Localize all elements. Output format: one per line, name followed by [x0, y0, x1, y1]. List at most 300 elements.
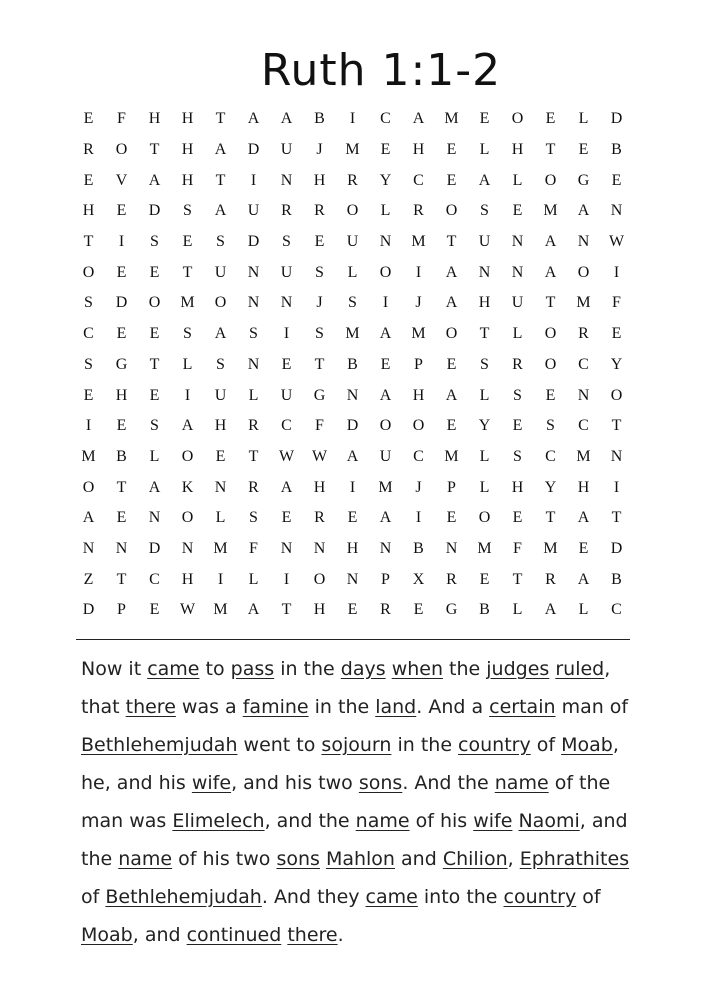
grid-letter: A	[214, 141, 227, 159]
grid-letter: L	[182, 355, 193, 373]
grid-letter: W	[311, 447, 328, 465]
grid-letter: A	[379, 386, 392, 404]
grid-letter: W	[278, 447, 295, 465]
grid-letter: N	[181, 539, 194, 557]
grid-letter: N	[115, 539, 128, 557]
vocab-word: country	[458, 734, 531, 756]
grid-letter: E	[281, 355, 292, 373]
grid-letter: A	[148, 478, 161, 496]
grid-letter: N	[280, 171, 293, 189]
grid-letter: A	[445, 263, 458, 281]
grid-letter: M	[213, 601, 228, 619]
passage-text: . And a	[416, 696, 490, 718]
grid-letter: N	[247, 294, 260, 312]
vocab-word: Moab	[561, 734, 613, 756]
passage-text: , that	[81, 658, 611, 718]
grid-letter: E	[314, 233, 325, 251]
grid-letter: E	[446, 509, 457, 527]
passage-text: and	[394, 848, 443, 870]
grid-letter: R	[578, 325, 589, 343]
vocab-word: pass	[230, 658, 275, 680]
grid-letter: L	[479, 478, 490, 496]
grid-letter: E	[545, 386, 556, 404]
grid-letter: E	[149, 263, 160, 281]
passage-text: into the	[417, 886, 504, 908]
grid-letter: E	[479, 570, 490, 588]
grid-letter: A	[445, 294, 458, 312]
grid-letter: D	[148, 202, 161, 220]
grid-letter: T	[215, 171, 226, 189]
grid-letter: B	[611, 570, 622, 588]
grid-letter: D	[247, 141, 260, 159]
grid-letter: A	[577, 202, 590, 220]
grid-letter: S	[513, 386, 522, 404]
passage-text: went to	[237, 734, 322, 756]
grid-letter: O	[511, 110, 524, 128]
grid-letter: T	[314, 355, 325, 373]
grid-letter: S	[183, 202, 192, 220]
grid-letter: R	[347, 171, 358, 189]
grid-letter: A	[280, 110, 293, 128]
grid-letter: R	[281, 202, 292, 220]
grid-letter: S	[513, 447, 522, 465]
vocab-word: Chilion	[442, 848, 508, 870]
grid-letter: D	[247, 233, 260, 251]
grid-letter: M	[444, 110, 459, 128]
grid-letter: E	[149, 601, 160, 619]
grid-letter: W	[179, 601, 196, 619]
grid-letter: C	[413, 447, 424, 465]
passage-text: of his two	[172, 848, 277, 870]
grid-letter: L	[512, 171, 523, 189]
vocab-word: Elimelech	[172, 810, 265, 832]
grid-letter: S	[84, 355, 93, 373]
grid-letter: F	[315, 417, 324, 435]
grid-letter: D	[82, 601, 95, 619]
grid-letter: J	[316, 294, 323, 312]
grid-letter: I	[613, 478, 620, 496]
grid-letter: I	[184, 386, 191, 404]
grid-letter: M	[81, 447, 96, 465]
grid-letter: E	[83, 171, 94, 189]
grid-letter: A	[148, 171, 161, 189]
grid-letter: N	[511, 263, 524, 281]
grid-letter: N	[379, 539, 392, 557]
grid-letter: U	[511, 294, 524, 312]
grid-letter: I	[382, 294, 389, 312]
grid-letter: D	[115, 294, 128, 312]
grid-letter: N	[148, 509, 161, 527]
grid-letter: F	[612, 294, 621, 312]
grid-letter: S	[183, 325, 192, 343]
grid-letter: E	[116, 509, 127, 527]
vocab-word: name	[355, 810, 410, 832]
grid-letter: H	[577, 478, 590, 496]
grid-letter: R	[446, 570, 457, 588]
grid-letter: M	[411, 325, 426, 343]
grid-letter: R	[512, 355, 523, 373]
grid-letter: L	[578, 110, 589, 128]
grid-letter: P	[414, 355, 423, 373]
grid-letter: S	[150, 233, 159, 251]
grid-letter: L	[512, 325, 523, 343]
passage-text: , and	[132, 924, 187, 946]
grid-letter: A	[577, 509, 590, 527]
grid-letter: I	[415, 509, 422, 527]
grid-letter: C	[83, 325, 94, 343]
vocab-word: name	[118, 848, 173, 870]
grid-letter: C	[578, 417, 589, 435]
grid-letter: T	[446, 233, 457, 251]
grid-letter: M	[213, 539, 228, 557]
grid-letter: E	[446, 417, 457, 435]
grid-letter: H	[313, 601, 326, 619]
grid-letter: F	[249, 539, 258, 557]
vocab-word: famine	[242, 696, 309, 718]
passage-text: . And they	[261, 886, 366, 908]
passage-text: of his	[409, 810, 474, 832]
vocab-word: land	[375, 696, 417, 718]
grid-letter: O	[82, 263, 95, 281]
grid-letter: O	[379, 263, 392, 281]
grid-letter: E	[446, 141, 457, 159]
vocab-word: name	[494, 772, 549, 794]
word-search-grid	[72, 104, 633, 626]
grid-letter: A	[478, 171, 491, 189]
passage-text: of	[81, 886, 106, 908]
grid-letter: N	[82, 539, 95, 557]
grid-letter: R	[248, 478, 259, 496]
passage-text: in the	[391, 734, 459, 756]
grid-letter: E	[413, 601, 424, 619]
grid-letter: Y	[544, 478, 557, 496]
grid-letter: J	[415, 478, 422, 496]
grid-letter: U	[247, 202, 260, 220]
grid-letter: F	[117, 110, 126, 128]
grid-letter: E	[116, 325, 127, 343]
grid-letter: S	[216, 355, 225, 373]
grid-letter: B	[413, 539, 424, 557]
grid-letter: O	[412, 417, 425, 435]
grid-letter: T	[149, 141, 160, 159]
grid-letter: L	[479, 141, 490, 159]
passage-text: , and the	[81, 810, 628, 870]
grid-letter: C	[149, 570, 160, 588]
grid-letter: R	[545, 570, 556, 588]
grid-letter: H	[181, 570, 194, 588]
vocab-word: there	[125, 696, 176, 718]
grid-letter: U	[280, 386, 293, 404]
grid-letter: S	[315, 263, 324, 281]
grid-letter: S	[249, 325, 258, 343]
grid-letter: S	[315, 325, 324, 343]
passage-text: man of	[555, 696, 629, 718]
grid-letter: E	[512, 417, 523, 435]
grid-letter: D	[148, 539, 161, 557]
grid-letter: A	[346, 447, 359, 465]
grid-letter: H	[511, 478, 524, 496]
grid-letter: C	[413, 171, 424, 189]
grid-letter: F	[513, 539, 522, 557]
grid-letter: G	[313, 386, 326, 404]
grid-letter: A	[181, 417, 194, 435]
grid-letter: O	[445, 202, 458, 220]
grid-letter: Y	[478, 417, 491, 435]
grid-letter: H	[181, 110, 194, 128]
grid-letter: E	[611, 171, 622, 189]
grid-letter: U	[478, 233, 491, 251]
passage-text: to	[199, 658, 231, 680]
passage-text: .	[337, 924, 344, 946]
grid-letter: D	[346, 417, 359, 435]
grid-letter: P	[447, 478, 456, 496]
grid-letter: I	[217, 570, 224, 588]
grid-letter: I	[349, 478, 356, 496]
grid-letter: M	[345, 141, 360, 159]
vocab-word: continued	[186, 924, 282, 946]
grid-letter: H	[478, 294, 491, 312]
grid-letter: O	[445, 325, 458, 343]
grid-letter: E	[446, 355, 457, 373]
grid-letter: H	[115, 386, 128, 404]
grid-letter: O	[577, 263, 590, 281]
grid-letter: O	[346, 202, 359, 220]
grid-letter: T	[545, 294, 556, 312]
grid-letter: L	[248, 386, 259, 404]
grid-letter: B	[116, 447, 127, 465]
grid-letter: I	[283, 325, 290, 343]
grid-letter: Y	[379, 171, 392, 189]
grid-letter: L	[248, 570, 259, 588]
grid-letter: E	[380, 355, 391, 373]
passage-text: , and his two	[231, 772, 359, 794]
grid-letter: Z	[83, 570, 94, 588]
grid-letter: M	[576, 294, 591, 312]
grid-letter: N	[610, 447, 623, 465]
grid-letter: A	[544, 601, 557, 619]
grid-letter: C	[380, 110, 391, 128]
grid-letter: N	[445, 539, 458, 557]
passage-text: , and the	[264, 810, 356, 832]
vocab-word: country	[503, 886, 577, 908]
grid-letter: I	[415, 263, 422, 281]
grid-letter: N	[577, 233, 590, 251]
grid-letter: I	[250, 171, 257, 189]
grid-letter: H	[181, 141, 194, 159]
grid-letter: N	[346, 570, 359, 588]
passage-text: Now it	[81, 658, 148, 680]
grid-letter: U	[346, 233, 359, 251]
grid-letter: O	[610, 386, 623, 404]
grid-letter: T	[512, 570, 523, 588]
grid-letter: E	[446, 171, 457, 189]
grid-letter: H	[412, 386, 425, 404]
grid-letter: H	[181, 171, 194, 189]
grid-letter: N	[313, 539, 326, 557]
vocab-word: Bethlehemjudah	[105, 886, 262, 908]
grid-letter: S	[546, 417, 555, 435]
grid-letter: S	[282, 233, 291, 251]
grid-letter: M	[345, 325, 360, 343]
vocab-word: Naomi	[518, 810, 580, 832]
grid-letter: R	[314, 202, 325, 220]
grid-letter: A	[379, 509, 392, 527]
grid-letter: X	[412, 570, 425, 588]
grid-letter: S	[249, 509, 258, 527]
vocab-word: sons	[276, 848, 320, 870]
grid-letter: O	[544, 325, 557, 343]
grid-letter: H	[412, 141, 425, 159]
grid-letter: T	[545, 509, 556, 527]
page-title: Ruth 1:1-2	[260, 45, 502, 96]
grid-letter: E	[578, 141, 589, 159]
grid-letter: A	[544, 233, 557, 251]
grid-letter: T	[149, 355, 160, 373]
grid-letter: E	[116, 417, 127, 435]
grid-letter: E	[611, 325, 622, 343]
grid-letter: E	[116, 263, 127, 281]
vocab-word: when	[391, 658, 444, 680]
grid-letter: H	[313, 171, 326, 189]
grid-letter: T	[215, 110, 226, 128]
vocab-word: wife	[473, 810, 513, 832]
grid-letter: R	[380, 601, 391, 619]
grid-letter: O	[379, 417, 392, 435]
grid-letter: A	[544, 263, 557, 281]
grid-letter: M	[543, 202, 558, 220]
grid-letter: O	[478, 509, 491, 527]
grid-letter: N	[346, 386, 359, 404]
divider	[76, 639, 630, 640]
grid-letter: D	[610, 110, 623, 128]
grid-letter: L	[479, 386, 490, 404]
grid-letter: L	[215, 509, 226, 527]
passage-text: in the	[308, 696, 376, 718]
vocab-word: sons	[358, 772, 403, 794]
grid-letter: C	[545, 447, 556, 465]
grid-letter: C	[578, 355, 589, 373]
grid-letter: U	[214, 263, 227, 281]
vocab-word: wife	[191, 772, 232, 794]
grid-letter: H	[82, 202, 95, 220]
grid-letter: C	[611, 601, 622, 619]
grid-letter: E	[83, 386, 94, 404]
grid-letter: U	[379, 447, 392, 465]
vocab-word: Moab	[81, 924, 133, 946]
grid-letter: B	[314, 110, 325, 128]
grid-letter: I	[613, 263, 620, 281]
grid-letter: M	[378, 478, 393, 496]
grid-letter: J	[415, 294, 422, 312]
grid-letter: S	[216, 233, 225, 251]
vocab-word: sojourn	[321, 734, 392, 756]
grid-letter: T	[611, 417, 622, 435]
grid-letter: H	[346, 539, 359, 557]
grid-letter: T	[116, 570, 127, 588]
grid-letter: L	[149, 447, 160, 465]
grid-letter: H	[214, 417, 227, 435]
passage-text: , he, and his	[81, 734, 619, 794]
grid-letter: U	[280, 263, 293, 281]
grid-letter: Y	[610, 355, 623, 373]
grid-letter: A	[412, 110, 425, 128]
grid-letter: L	[479, 447, 490, 465]
grid-letter: E	[512, 509, 523, 527]
passage-text: of	[576, 886, 601, 908]
grid-letter: P	[381, 570, 390, 588]
grid-letter: L	[578, 601, 589, 619]
vocab-word: days	[340, 658, 386, 680]
grid-letter: G	[445, 601, 458, 619]
grid-letter: M	[180, 294, 195, 312]
grid-letter: M	[444, 447, 459, 465]
grid-letter: R	[248, 417, 259, 435]
grid-letter: O	[181, 447, 194, 465]
vocab-word: Mahlon	[325, 848, 395, 870]
grid-letter: U	[214, 386, 227, 404]
grid-letter: G	[115, 355, 128, 373]
grid-letter: R	[413, 202, 424, 220]
grid-letter: I	[85, 417, 92, 435]
grid-letter: N	[280, 294, 293, 312]
grid-letter: E	[578, 539, 589, 557]
grid-letter: T	[83, 233, 94, 251]
grid-letter: A	[214, 202, 227, 220]
grid-letter: L	[512, 601, 523, 619]
grid-letter: R	[314, 509, 325, 527]
grid-letter: T	[248, 447, 259, 465]
vocab-word: came	[365, 886, 418, 908]
grid-letter: L	[380, 202, 391, 220]
grid-letter: E	[149, 386, 160, 404]
vocab-word: judges	[486, 658, 550, 680]
grid-letter: N	[610, 202, 623, 220]
grid-letter: E	[479, 110, 490, 128]
passage-text: of	[530, 734, 562, 756]
grid-letter: B	[479, 601, 490, 619]
vocab-word: came	[147, 658, 200, 680]
grid-letter: H	[313, 478, 326, 496]
vocab-word: Bethlehemjudah	[81, 734, 238, 756]
grid-letter: R	[83, 141, 94, 159]
grid-letter: E	[281, 509, 292, 527]
grid-letter: S	[84, 294, 93, 312]
grid-letter: O	[214, 294, 227, 312]
grid-letter: A	[214, 325, 227, 343]
grid-letter: T	[116, 478, 127, 496]
passage-text: in the	[274, 658, 341, 680]
scripture-passage	[81, 650, 651, 954]
vocab-word: ruled	[555, 658, 605, 680]
grid-letter: H	[148, 110, 161, 128]
grid-letter: C	[281, 417, 292, 435]
grid-letter: M	[576, 447, 591, 465]
grid-letter: L	[347, 263, 358, 281]
grid-letter: O	[82, 478, 95, 496]
passage-text: . And the	[402, 772, 495, 794]
grid-letter: E	[215, 447, 226, 465]
grid-letter: P	[117, 601, 126, 619]
grid-letter: E	[116, 202, 127, 220]
grid-letter: S	[480, 355, 489, 373]
grid-letter: T	[611, 509, 622, 527]
grid-letter: A	[445, 386, 458, 404]
grid-letter: E	[512, 202, 523, 220]
passage-text: of the man was	[81, 772, 611, 832]
grid-letter: O	[181, 509, 194, 527]
grid-letter: E	[83, 110, 94, 128]
vocab-word: Ephrathites	[519, 848, 630, 870]
